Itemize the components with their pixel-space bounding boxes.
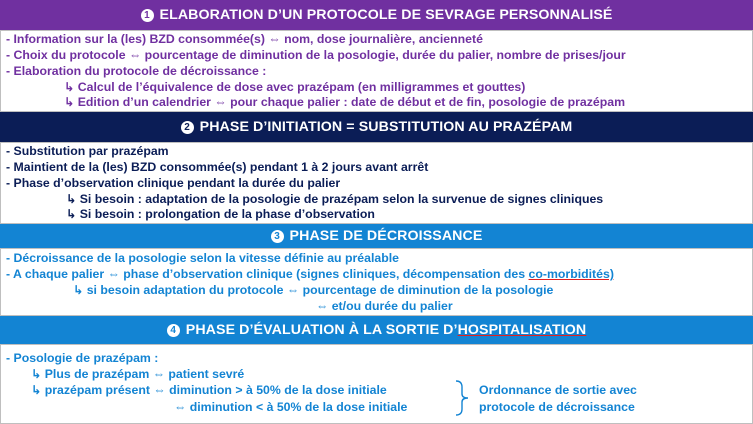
section-3-body (0, 248, 753, 316)
section-4-subline: ↳ Plus de prazépam ⇔ patient sevré (31, 367, 245, 381)
section-4-header (0, 316, 753, 344)
section-1-title: ELABORATION D’UN PROTOCOLE DE SEVRAGE PERSONNALISÉ (159, 7, 613, 23)
section-4-subline: ↳ prazépam présent ⇔ diminution > à 50% de la dose initiale (31, 383, 387, 397)
section-2-body (0, 142, 753, 224)
section-2-header (0, 112, 753, 142)
section-4-body (0, 344, 753, 424)
section-1-subline: ↳ Calcul de l’équivalence de dose avec prazépam (en milligrammes et gouttes) (64, 80, 526, 94)
section-1-line: - Elaboration du protocole de décroissance : (6, 64, 267, 78)
section-2-subline: ↳ Si besoin : prolongation de la phase d’observation (66, 207, 375, 221)
right-brace-icon (455, 380, 469, 416)
section-3-subline: ↳ si besoin adaptation du protocole ⇔ pourcentage de diminution de la posologie (73, 283, 554, 297)
section-1-subline: ↳ Edition d’un calendrier ⇔ pour chaque palier : date de début et de fin, posologie de prazépam (64, 95, 626, 109)
section-4-subline: ⇔ diminution < à 50% de la dose initiale (174, 400, 408, 414)
section-4-title-underlined: HOSPITALISATION (457, 322, 587, 338)
section-3-header (0, 224, 753, 248)
section-2-title: PHASE D’INITIATION = SUBSTITUTION AU PRAZÉPAM (199, 119, 573, 135)
section-1-number: 1 (141, 9, 154, 22)
section-1-header (0, 0, 753, 30)
section-2-line: - Substitution par prazépam (6, 144, 169, 158)
section-3-line (6, 267, 614, 281)
side-note-line: Ordonnance de sortie avec (479, 383, 637, 397)
section-3-subline: ⇔ et/ou durée du palier (316, 299, 453, 313)
section-4-line: - Posologie de prazépam : (6, 351, 159, 365)
section-3-line-text: - A chaque palier ⇔ phase d’observation clinique (signes cliniques, décompensation des (6, 267, 529, 281)
comorbidities-term: co-morbidités) (528, 267, 614, 281)
side-note-line: protocole de décroissance (479, 400, 635, 414)
section-1-line: - Information sur la (les) BZD consommée(s) ⇔ nom, dose journalière, ancienneté (6, 32, 483, 46)
section-4-number: 4 (167, 324, 180, 337)
section-3-number: 3 (271, 230, 284, 243)
section-1-line: - Choix du protocole ⇔ pourcentage de diminution de la posologie, durée du palier, nombre de prises/jour (6, 48, 626, 62)
section-4-title: PHASE D’ÉVALUATION À LA SORTIE D’ (185, 322, 458, 338)
section-2-line: - Phase d’observation clinique pendant la durée du palier (6, 176, 341, 190)
section-3-line: - Décroissance de la posologie selon la vitesse définie au préalable (6, 251, 399, 265)
section-3-title: PHASE DE DÉCROISSANCE (289, 228, 483, 244)
section-2-subline: ↳ Si besoin : adaptation de la posologie de prazépam selon la survenue de signes cliniques (66, 192, 604, 206)
section-2-line: - Maintient de la (les) BZD consommée(s) pendant 1 à 2 jours avant arrêt (6, 160, 429, 174)
section-2-number: 2 (181, 121, 194, 134)
section-1-body (0, 30, 753, 112)
